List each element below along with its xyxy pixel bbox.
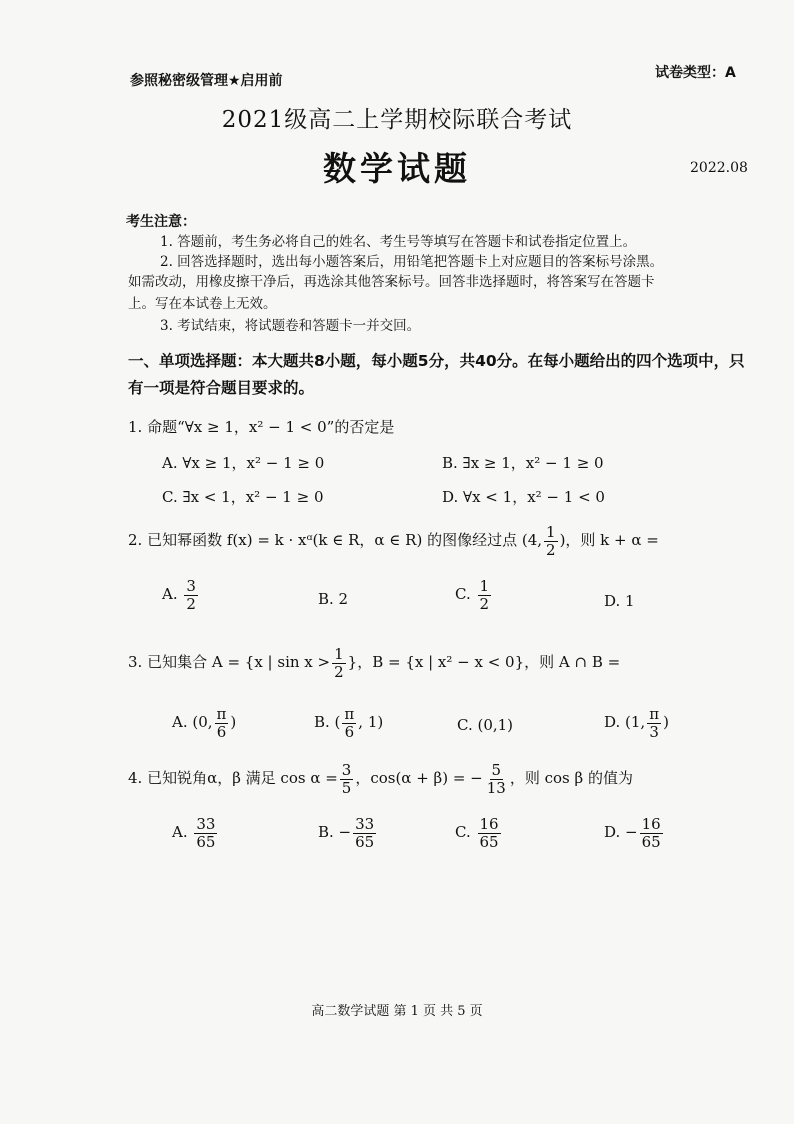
cos-alpha-fraction: [340, 762, 354, 796]
option-label: C.: [455, 585, 471, 603]
fraction-numerator: 1: [334, 645, 344, 663]
question-2-stem: [128, 524, 659, 558]
option-fraction: [353, 816, 376, 850]
fraction-denominator: 65: [641, 832, 661, 851]
exam-date: 2022.08: [690, 160, 748, 176]
option-label: A.: [162, 585, 178, 603]
question-2-option-b: B. 2: [318, 590, 349, 608]
fraction-denominator: 2: [479, 594, 490, 613]
fraction-numerator: π: [216, 705, 227, 723]
question-1-option-c: C. ∃x < 1，x² − 1 ≥ 0: [162, 488, 324, 506]
question-1-option-b: B. ∃x ≥ 1，x² − 1 ≥ 0: [442, 454, 604, 472]
fraction-denominator: 5: [341, 778, 352, 797]
notice-item-3: 3. 考试结束，将试题卷和答题卡一并交回。: [160, 318, 421, 334]
fraction-numerator: 1: [546, 523, 556, 541]
option-prefix: B. (: [314, 713, 341, 731]
fraction-denominator: 2: [186, 594, 196, 613]
question-2-point-fraction: [544, 524, 558, 558]
secret-level-label: 参照秘密级管理★启用前: [130, 73, 283, 89]
question-4-stem-post: ，则 cos β 的值为: [509, 769, 633, 787]
fraction-denominator: 13: [486, 778, 506, 797]
question-3-option-c: C. (0,1): [457, 716, 514, 734]
option-suffix: , 1): [358, 713, 384, 731]
question-4-option-d: [604, 816, 665, 850]
question-4-stem: [128, 762, 633, 796]
question-4-option-c: [455, 816, 503, 850]
fraction-numerator: π: [344, 705, 355, 723]
question-4-stem-pre: 4. 已知锐角α，β 满足 cos α =: [128, 769, 338, 787]
question-3-option-d: [604, 706, 669, 740]
fraction-denominator: 3: [649, 722, 659, 741]
option-label: B. −: [318, 823, 352, 841]
option-fraction: [647, 706, 661, 740]
option-prefix: D. (1,: [604, 713, 646, 731]
question-2-stem-pre: 2. 已知幂函数 f(x) = k · xᵅ(k ∈ R，α ∈ R) 的图像经过点 (4,: [128, 531, 543, 549]
question-3-option-b: [314, 706, 383, 740]
question-1-option-d: D. ∀x < 1，x² − 1 < 0: [442, 488, 605, 506]
fraction-numerator: 16: [479, 815, 499, 833]
question-3-stem-post: }，B = {x | x² − x < 0}，则 A ∩ B =: [347, 653, 621, 671]
question-2-stem-post: )，则 k + α =: [559, 531, 659, 549]
fraction-numerator: 1: [479, 577, 490, 595]
option-prefix: A. (0,: [172, 713, 213, 731]
question-4-stem-mid: ，cos(α + β) = −: [355, 769, 483, 787]
fraction-numerator: 33: [355, 815, 375, 833]
option-suffix: ): [663, 713, 669, 731]
fraction-denominator: 65: [479, 832, 499, 851]
question-1-stem: 1. 命题“∀x ≥ 1，x² − 1 < 0”的否定是: [128, 418, 395, 436]
question-2-option-a: [162, 578, 200, 612]
option-label: C.: [455, 823, 471, 841]
notice-item-2-cont: 如需改动，用橡皮擦干净后，再选涂其他答案标号。回答非选择题时，将答案写在答题卡: [128, 274, 655, 290]
option-fraction: [478, 816, 501, 850]
page-footer: 高二数学试题 第 1 页 共 5 页: [311, 1004, 483, 1019]
fraction-denominator: 6: [344, 722, 355, 741]
question-4-option-b: [318, 816, 378, 850]
fraction-denominator: 65: [196, 832, 216, 851]
question-3-option-a: [172, 706, 236, 740]
fraction-denominator: 6: [216, 722, 227, 741]
question-3-fraction: [332, 646, 346, 680]
fraction-denominator: 2: [334, 662, 344, 681]
question-3-stem-pre: 3. 已知集合 A = {x | sin x >: [128, 653, 331, 671]
question-2-option-d: D. 1: [604, 592, 635, 610]
question-1-option-a: A. ∀x ≥ 1，x² − 1 ≥ 0: [162, 454, 325, 472]
fraction-denominator: 2: [546, 540, 556, 559]
question-3-stem: [128, 646, 620, 680]
notice-item-1: 1. 答题前，考生务必将自己的姓名、考生号等填写在答题卡和试卷指定位置上。: [160, 234, 637, 250]
fraction-numerator: 16: [641, 815, 661, 833]
option-fraction: [478, 578, 492, 612]
option-label: A.: [172, 823, 188, 841]
question-4-option-a: [172, 816, 219, 850]
option-suffix: ): [230, 713, 237, 731]
notice-heading: 考生注意：: [126, 214, 196, 230]
notice-item-2: 2. 回答选择题时，选出每小题答案后，用铅笔把答题卡上对应题目的答案标号涂黑。: [160, 254, 664, 270]
fraction-numerator: π: [649, 705, 660, 723]
fraction-numerator: 3: [186, 577, 196, 595]
subject-title: 数学试题: [323, 149, 471, 188]
option-label: D. −: [604, 823, 638, 841]
option-fraction: [184, 578, 198, 612]
cos-alpha-beta-fraction: [485, 762, 508, 796]
fraction-numerator: 33: [196, 815, 216, 833]
option-fraction: [215, 706, 229, 740]
fraction-denominator: 65: [355, 832, 375, 851]
fraction-numerator: 5: [491, 761, 502, 779]
question-2-option-c: [455, 578, 493, 612]
paper-type-label: 试卷类型：A: [655, 65, 736, 81]
option-fraction: [194, 816, 217, 850]
fraction-numerator: 3: [341, 761, 352, 779]
notice-item-2-cont2: 上。写在本试卷上无效。: [128, 296, 277, 312]
section-1-heading: 一、单项选择题：本大题共8小题，每小题5分，共40分。在每小题给出的四个选项中，只有一项是符合题目要求的。: [128, 352, 745, 397]
exam-title: 2021级高二上学期校际联合考试: [221, 107, 573, 133]
option-fraction: [342, 706, 356, 740]
option-fraction: [640, 816, 663, 850]
